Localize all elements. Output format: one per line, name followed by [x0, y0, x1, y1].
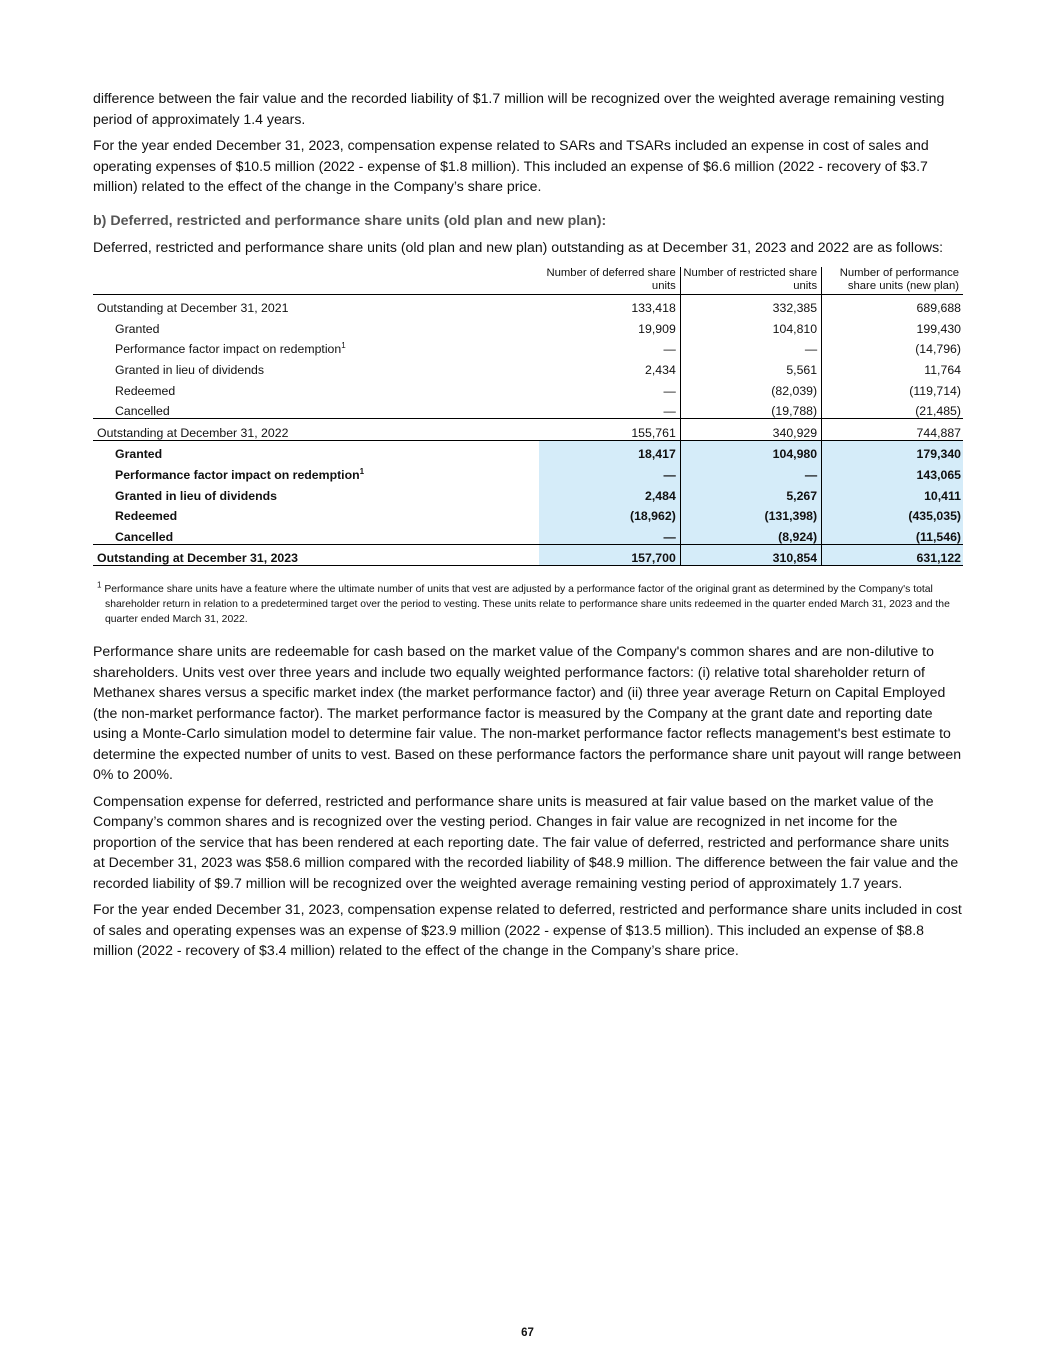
- cell-restricted: 5,267: [680, 482, 821, 503]
- cell-deferred: (18,962): [539, 503, 680, 524]
- cell-restricted: 332,385: [680, 294, 821, 315]
- cell-restricted: (19,788): [680, 398, 821, 419]
- cell-deferred: —: [539, 336, 680, 357]
- header-label: [93, 267, 539, 294]
- table-row: [93, 356, 963, 377]
- table-row: [93, 440, 963, 461]
- cell-performance: (21,485): [915, 404, 961, 419]
- table-row: [93, 523, 963, 544]
- cell-restricted: 104,980: [680, 440, 821, 461]
- section-heading: b) Deferred, restricted and performance share units (old plan and new plan):: [93, 212, 607, 229]
- cell-performance: 10,411: [822, 482, 963, 503]
- cell-performance: 199,430: [916, 321, 961, 336]
- table-row: [93, 482, 963, 503]
- cell-performance: 11,764: [924, 362, 961, 377]
- cell-deferred: 155,761: [539, 419, 680, 441]
- cell-performance: 689,688: [916, 301, 961, 316]
- paragraph: Performance share units are redeemable for cash based on the market value of the Company's common shares and are non-dilutive to shareholders. Units vest over three years and include two equally weighted performance factors: (i) relative total shareholder return of Methanex shares versus a specific market index (the market performance factor) and (ii) three year average Return on Capital Employed (the non-market performance factor). The market performance factor is measured by the Company at the grant date and reporting date using a Monte-Carlo simulation model to determine fair value. The non-market performance factor reflects management's best estimate to determine the expected number of units to vest. Based on these performance factors the performance share unit payout will range between 0% to 200%.: [93, 643, 962, 783]
- cell-performance: 631,122: [822, 544, 963, 566]
- row-label: Granted: [115, 321, 160, 336]
- row-label: Performance factor impact on redemption$^1$: [115, 466, 365, 482]
- cell-deferred: 2,484: [539, 482, 680, 503]
- footnote-text: Performance share units have a feature where the ultimate number of units that vest are adjusted by a performance factor of the original grant as determined by the Company's total shareholder return in relation to a predetermined target over the period to vesting. These units relate to performance share units redeemed in the quarter ended March 31, 2023 and the quarter ended March 31, 2022.: [104, 584, 950, 626]
- paragraph: For the year ended December 31, 2023, compensation expense related to SARs and TSARs included an expense in cost of sales and operating expenses of $10.5 million (2022 - expense of $1.8 million). This included an expense of $6.6 million (2022 - recovery of $3.7 million) related to the effect of the change in the Company’s share price.: [93, 137, 929, 194]
- table-row: [93, 294, 963, 315]
- cell-performance: 179,340: [822, 440, 963, 461]
- table-row: [93, 461, 963, 482]
- cell-deferred: 19,909: [539, 315, 680, 336]
- table-row: [93, 503, 963, 524]
- table-header-row: [93, 267, 963, 294]
- cell-restricted: (8,924): [680, 523, 821, 544]
- cell-deferred: 133,418: [539, 294, 680, 315]
- row-label: Granted in lieu of dividends: [115, 362, 265, 377]
- table-row: [93, 419, 963, 441]
- table-row: [93, 315, 963, 336]
- row-label: Outstanding at December 31, 2022: [93, 419, 539, 441]
- row-label: Granted: [115, 447, 163, 462]
- cell-performance: (11,546): [822, 523, 963, 544]
- footnote-marker: 1: [97, 580, 102, 590]
- row-label: Cancelled: [115, 404, 170, 419]
- footnote-marker: 1: [341, 341, 346, 351]
- row-label: Redeemed: [115, 383, 176, 398]
- paragraph: For the year ended December 31, 2023, compensation expense related to deferred, restricted and performance share units included in cost of sales and operating expenses was an expense of $23.9 million (2022 - expense of $13.5 million). This included an expense of $8.8 million (2022 - recovery of $3.4 million) related to the effect of the change in the Company’s share price.: [93, 901, 962, 959]
- page-number: 67: [521, 1327, 534, 1339]
- cell-deferred: 157,700: [539, 544, 680, 566]
- document-page: [93, 88, 963, 967]
- row-label: Redeemed: [115, 509, 178, 524]
- cell-restricted: 310,854: [680, 544, 821, 566]
- cell-restricted: —: [680, 461, 821, 482]
- table-row: [93, 544, 963, 566]
- intro-paragraph: Deferred, restricted and performance share units (old plan and new plan) outstanding as at December 31, 2023 and 2022 are as follows:: [93, 238, 944, 255]
- table-row: [93, 336, 963, 357]
- header-performance: Number of performance share units (new plan): [822, 267, 963, 294]
- cell-deferred: —: [539, 461, 680, 482]
- cell-deferred: —: [539, 523, 680, 544]
- share-units-table: [93, 267, 963, 566]
- table-row: [93, 398, 963, 419]
- cell-restricted: 5,561: [680, 356, 821, 377]
- cell-performance: 744,887: [822, 419, 963, 441]
- cell-restricted: (131,398): [680, 503, 821, 524]
- row-label: Outstanding at December 31, 2021: [97, 301, 289, 316]
- cell-deferred: —: [539, 398, 680, 419]
- cell-restricted: 104,810: [680, 315, 821, 336]
- table-row: [93, 377, 963, 398]
- cell-performance: (435,035): [822, 503, 963, 524]
- cell-restricted: 340,929: [680, 419, 821, 441]
- header-restricted: Number of restricted share units: [680, 267, 821, 294]
- cell-deferred: 2,434: [539, 356, 680, 377]
- paragraph: difference between the fair value and the recorded liability of $1.7 million will be recognized over the weighted average remaining vesting period of approximately 1.4 years.: [93, 90, 945, 127]
- cell-performance: (119,714): [909, 383, 961, 398]
- cell-restricted: (82,039): [680, 377, 821, 398]
- footnote: [93, 582, 963, 627]
- cell-performance: 143,065: [822, 461, 963, 482]
- row-label: Granted in lieu of dividends: [115, 488, 277, 503]
- cell-restricted: —: [680, 336, 821, 357]
- cell-performance: (14,796): [915, 342, 961, 357]
- row-label: Outstanding at December 31, 2023: [93, 544, 539, 566]
- row-label: Performance factor impact on redemption$^1$: [115, 341, 346, 357]
- header-deferred: Number of deferred share units: [539, 267, 680, 294]
- footnote-marker: 1: [359, 466, 365, 476]
- row-label: Cancelled: [115, 529, 174, 544]
- paragraph: Compensation expense for deferred, restricted and performance share units is measured at fair value based on the market value of the Company’s common shares and is recognized over the vesting period. Changes in fair value are recognized in net income for the proportion of the service that has been rendered at each reporting date. The fair value of deferred, restricted and performance share units at December 31, 2023 was $58.6 million compared with the recorded liability of $48.9 million. The difference between the fair value and the recorded liability of $9.7 million will be recognized over the weighted average remaining vesting period of approximately 1.7 years.: [93, 792, 959, 891]
- cell-deferred: —: [539, 377, 680, 398]
- cell-deferred: 18,417: [539, 440, 680, 461]
